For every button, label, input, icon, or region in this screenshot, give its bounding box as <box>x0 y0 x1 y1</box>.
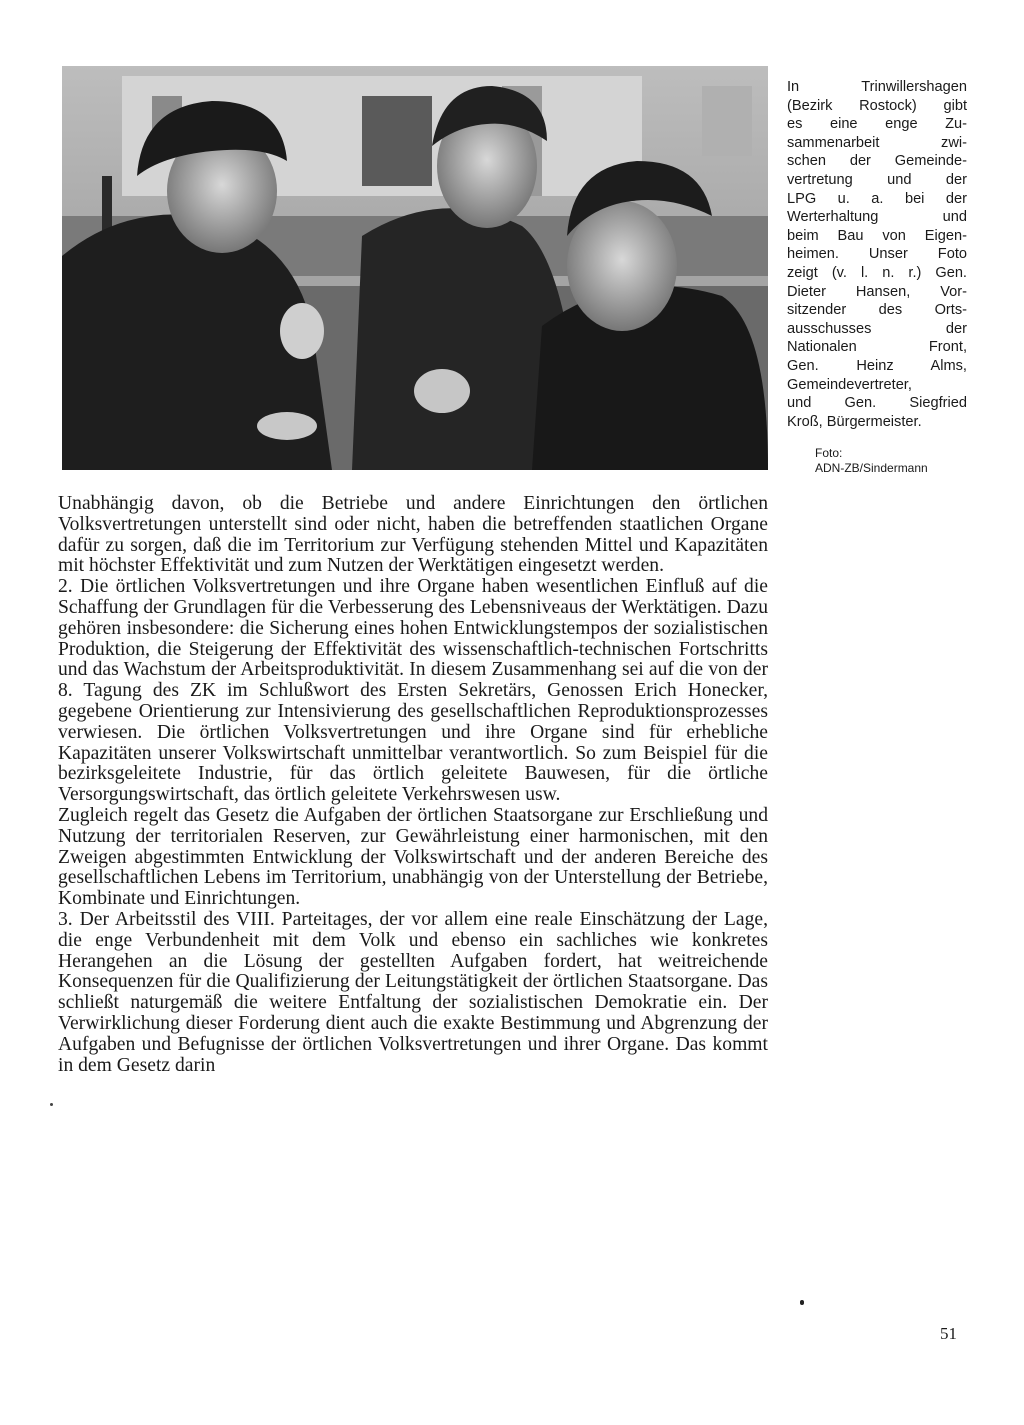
photograph-icon <box>62 66 768 470</box>
caption-line: zeigt (v. l. n. r.) Gen. <box>787 264 967 281</box>
caption-line: ausschusses der <box>787 320 967 337</box>
paragraph: Unabhängig davon, ob die Betriebe und andere Einrichtungen den örtlichen Volksvertretungen unterstellt sind oder nicht, haben die betreffenden staatlichen Organe dafür zu sorgen, daß die im Territorium zur Verfügung stehenden Mittel und Kapazitäten mit höchster Effektivität und zum Nutzen der Werktätigen eingesetzt werden. <box>58 493 768 577</box>
caption-line: Nationalen Front, <box>787 339 967 356</box>
caption-line: sammenarbeit zwi- <box>787 134 967 151</box>
print-speck <box>50 1103 53 1106</box>
caption-line: schen der Gemeinde- <box>787 153 967 170</box>
caption-line: Gemeindevertreter, <box>787 376 912 393</box>
caption-line: sitzender des Orts- <box>787 302 967 319</box>
caption-line: beim Bau von Eigen- <box>787 227 967 244</box>
news-photo <box>62 66 768 470</box>
caption-line: Dieter Hansen, Vor- <box>787 283 967 300</box>
caption-line: LPG u. a. bei der <box>787 190 967 207</box>
caption-line: Kroß, Bürgermeister. <box>787 413 922 430</box>
article-body <box>58 494 768 1076</box>
photo-credit <box>787 446 967 475</box>
caption-line: es eine enge Zu- <box>787 116 967 133</box>
paragraph: Zugleich regelt das Gesetz die Aufgaben der örtlichen Staatsorgane zur Erschließung und Nutzung der territorialen Reserven, zur Gewährleistung einer harmonischen, mit den Zweigen abgestimmten Entwicklung der Volkswirtschaft und der anderen Bereiche des gesellschaftlichen Lebens im Territorium, unabhängig von der Unterstellung der Betriebe, Kombinate und Einrichtungen. <box>58 804 768 910</box>
paragraph: 3. Der Arbeitsstil des VIII. Parteitages, der vor allem eine reale Einschätzung der Lage, die enge Verbundenheit mit dem Volk und ebenso ein sachliches wie konkretes Herangehen an die Lösung der gestellten Aufgaben fordert, hat weitreichende Konsequenzen für die Qualifizierung der Leitungstätigkeit der örtlichen Staatsorgane. Das schließt naturgemäß die weitere Entfaltung der sozialistischen Demokratie ein. Der Verwirklichung dieser Forderung dient auch die exakte Bestimmung und Abgrenzung der Aufgaben und Befugnisse der örtlichen Volksvertretungen und ihrer Organe. Das kommt in dem Gesetz darin <box>58 908 768 1076</box>
paragraph: 2. Die örtlichen Volksvertretungen und ihre Organe haben wesentlichen Einfluß auf die Schaffung der Grundlagen für die Verbesserung des Lebensniveaus der Werktätigen. Dazu gehören insbesondere: die Sicherung eines hohen Entwicklungstempos der sozialistischen Produktion, die Steigerung der Effektivität des wissenschaftlich-technischen Fortschritts und das Wachstum der Arbeitsproduktivität. In diesem Zusammenhang sei auf die von der 8. Tagung des ZK im Schlußwort des Ersten Sekretärs, Genossen Erich Honecker, gegebene Orientierung zur Intensivierung des gesellschaftlichen Reproduktionsprozesses verwiesen. Die örtlichen Volksvertretungen und ihre Organe sind für erhebliche Kapazitäten unserer Volkswirtschaft unmittelbar verantwortlich. So zum Beispiel für die bezirksgeleitete Industrie, für das örtlich geleitete Bauwesen, für die örtliche Versorgungswirtschaft, das örtlich geleitete Verkehrswesen usw. <box>58 576 768 806</box>
page-number: 51 <box>940 1324 957 1343</box>
caption-line: vertretung und der <box>787 171 967 188</box>
caption-line: (Bezirk Rostock) gibt <box>787 97 967 114</box>
print-speck <box>800 1300 804 1305</box>
photo-caption <box>787 78 967 431</box>
credit-source: ADN-ZB/Sindermann <box>815 461 928 475</box>
caption-line: Werterhaltung und <box>787 209 967 226</box>
caption-line: Gen. Heinz Alms, <box>787 357 967 374</box>
caption-line: und Gen. Siegfried <box>787 395 967 412</box>
caption-line: heimen. Unser Foto <box>787 246 967 263</box>
caption-line: In Trinwillershagen <box>787 79 967 95</box>
credit-label: Foto: <box>815 446 843 460</box>
